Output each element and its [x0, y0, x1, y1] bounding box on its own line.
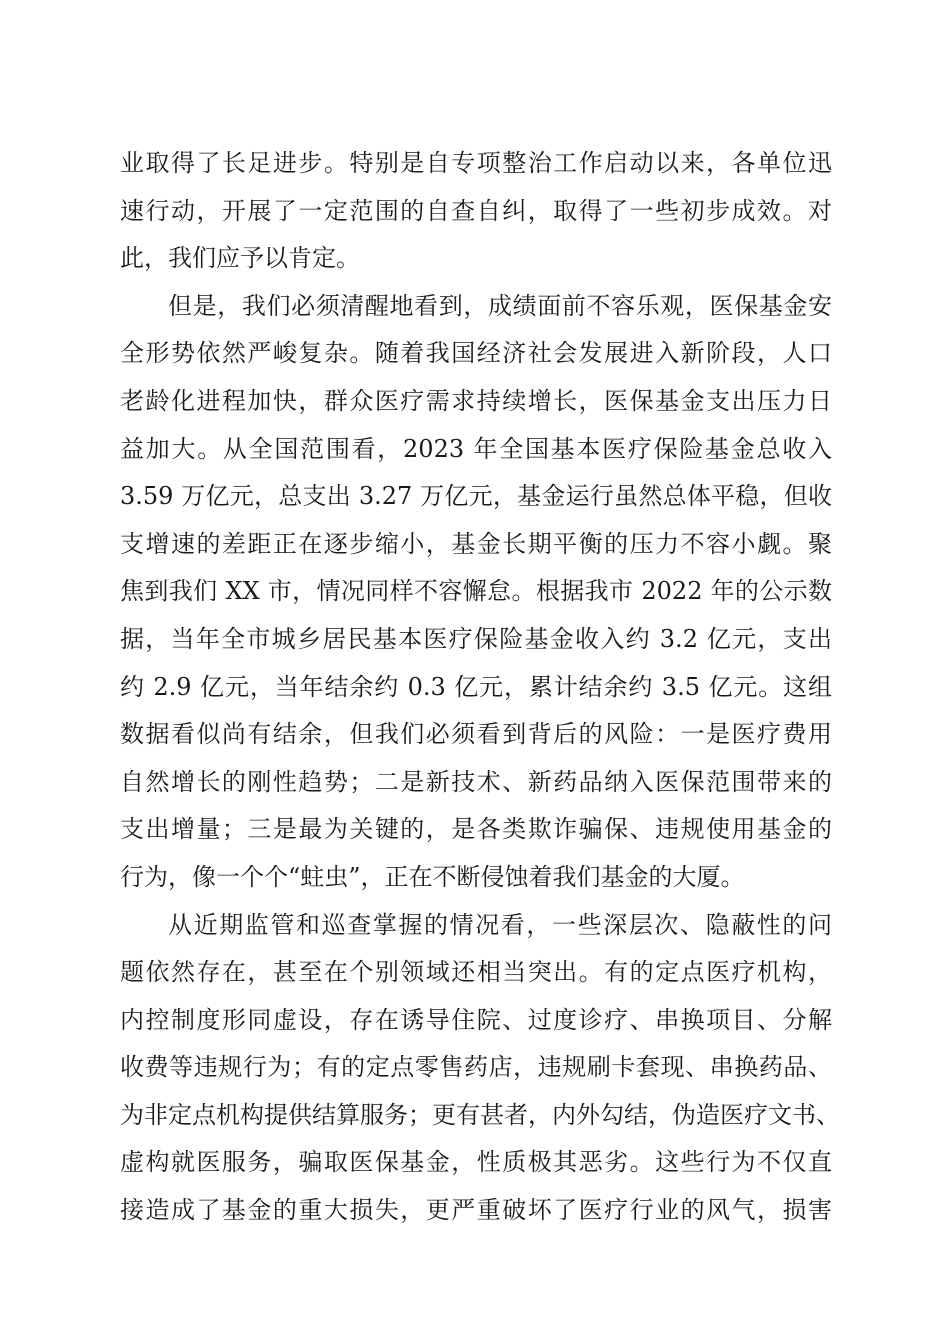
text-line: 业取得了长足进步。特别是自专项整治工作启动以来，各单位迅 [120, 149, 832, 177]
text-line: 全形势依然严峻复杂。随着我国经济社会发展进入新阶段，人口 [120, 339, 832, 368]
text-line: 数据看似尚有结余，但我们必须看到背后的风险：一是医疗费用 [120, 720, 832, 749]
text-line: 接造成了基金的重大损失，更严重破坏了医疗行业的风气，损害 [120, 1196, 832, 1225]
text-line: 行为，像一个个“蛀虫”，正在不断侵蚀着我们基金的大厦。 [120, 862, 745, 891]
text-line: 益加大。从全国范围看，2023 年全国基本医疗保险基金总收入 [120, 434, 832, 463]
body-text [120, 140, 840, 1235]
paragraph-first-line: 但是，我们必须清醒地看到，成绩面前不容乐观，医保基金安 [168, 291, 832, 320]
text-line: 3.59 万亿元，总支出 3.27 万亿元，基金运行虽然总体平稳，但收 [120, 482, 832, 511]
text-line: 自然增长的刚性趋势；二是新技术、新药品纳入医保范围带来的 [120, 767, 832, 796]
text-line: 题依然存在，甚至在个别领域还相当突出。有的定点医疗机构， [120, 958, 832, 987]
text-line: 支增速的差距正在逐步缩小，基金长期平衡的压力不容小觑。聚 [120, 529, 832, 558]
text-line: 收费等违规行为；有的定点零售药店，违规刷卡套现、串换药品、 [120, 1053, 832, 1082]
text-line: 约 2.9 亿元，当年结余约 0.3 亿元，累计结余约 3.5 亿元。这组 [120, 672, 832, 701]
text-line: 内控制度形同虚设，存在诱导住院、过度诊疗、串换项目、分解 [120, 1005, 832, 1034]
text-line: 老龄化进程加快，群众医疗需求持续增长，医保基金支出压力日 [120, 386, 832, 415]
text-line: 此，我们应予以肯定。 [120, 244, 360, 273]
text-line: 速行动，开展了一定范围的自查自纠，取得了一些初步成效。对 [120, 196, 832, 225]
text-line: 据，当年全市城乡居民基本医疗保险基金收入约 3.2 亿元，支出 [120, 624, 832, 653]
text-line: 虚构就医服务，骗取医保基金，性质极其恶劣。这些行为不仅直 [120, 1148, 832, 1177]
text-line: 支出增量；三是最为关键的，是各类欺诈骗保、违规使用基金的 [120, 815, 832, 844]
text-line: 为非定点机构提供结算服务；更有甚者，内外勾结，伪造医疗文书、 [120, 1100, 840, 1129]
text-line: 焦到我们 XX 市，情况同样不容懈怠。根据我市 2022 年的公示数 [120, 577, 832, 606]
paragraph-first-line: 从近期监管和巡查掌握的情况看，一些深层次、隐蔽性的问 [168, 910, 832, 939]
